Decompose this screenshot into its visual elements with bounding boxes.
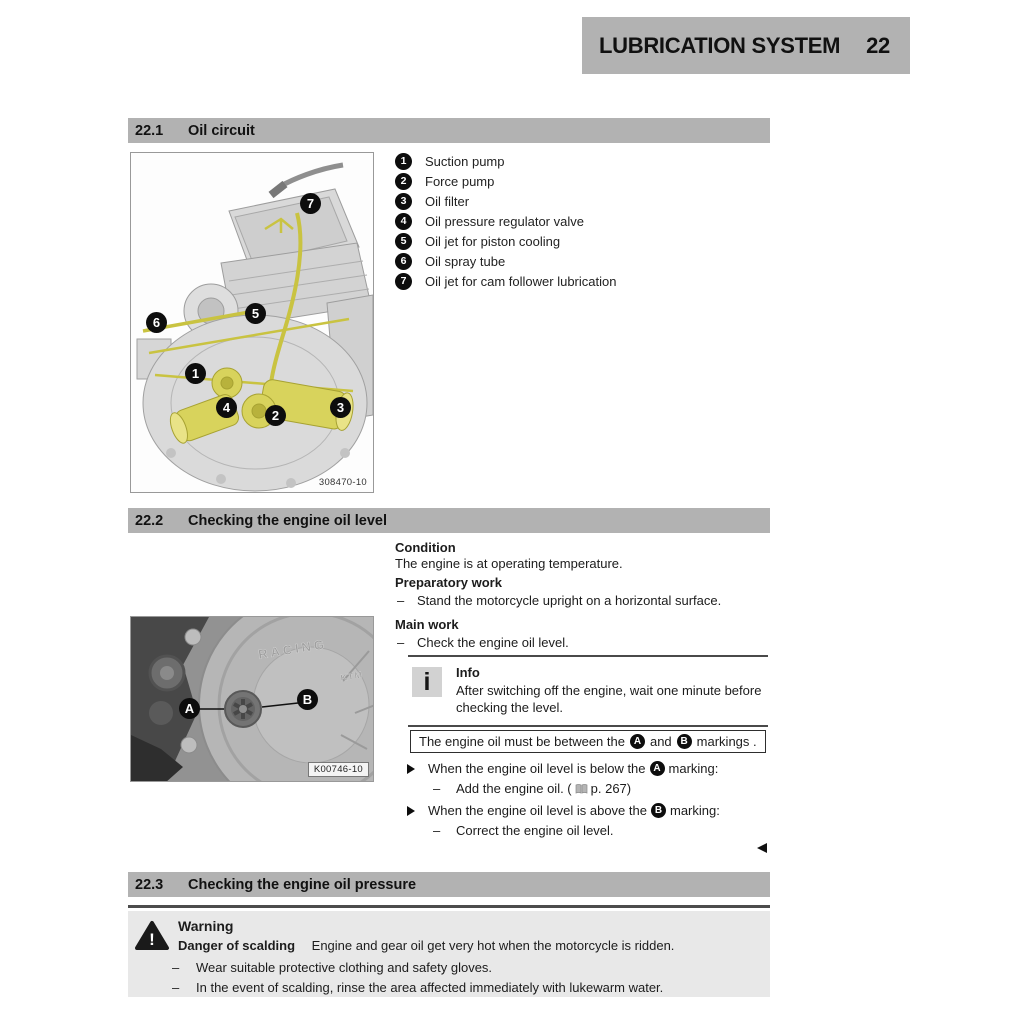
warning-triangle-icon [134,920,170,957]
preparatory-heading: Preparatory work [395,575,502,590]
legend-badge-1: 1 [395,153,412,170]
result-item-above: When the engine oil level is above the B marking: [395,802,770,819]
legend-badge-6: 6 [395,253,412,270]
warning-title: Warning [178,918,234,934]
preparatory-step: – Stand the motorcycle upright on a horizontal surface. [397,593,722,608]
chapter-header-bar [582,17,910,74]
oil-level-spec-box: The engine oil must be between the A and B markings . [410,730,766,753]
book-icon [575,784,588,794]
figure1-caption: 308470-10 [318,477,367,488]
legend-item: 1 Suction pump [395,151,616,171]
warning-step: – Wear suitable protective clothing and safety gloves. [172,960,493,975]
condition-heading: Condition [395,540,456,555]
legend-badge-5: 5 [395,233,412,250]
callout-6: 6 [146,312,167,333]
legend-item: 7 Oil jet for cam follower lubrication [395,271,616,291]
legend-badge-7: 7 [395,273,412,290]
info-title: Info [456,665,480,680]
figure-oil-level-photo [130,616,374,782]
figure-oil-circuit [130,152,374,493]
condition-text: The engine is at operating temperature. [395,556,623,571]
info-box [408,655,768,727]
section-number: 22.2 [135,512,164,529]
figure2-caption: K00746-10 [308,762,369,777]
callout-7: 7 [300,193,321,214]
legend-item: 3 Oil filter [395,191,616,211]
section-title: Oil circuit [188,122,255,139]
section-number: 22.3 [135,876,164,893]
section-bar-oil-pressure [128,872,770,897]
warning-box [128,911,770,997]
marker-b: B [297,689,318,710]
embossed-brand-sub-text: KTM [339,669,364,683]
marker-a: A [179,698,200,719]
legend-item: 4 Oil pressure regulator valve [395,211,616,231]
callout-3: 3 [330,397,351,418]
page-reference-link[interactable]: p. 267 [590,781,627,796]
engine-photo-graphic [131,617,374,782]
badge-a: A [630,734,645,749]
oil-circuit-legend [395,151,616,291]
section-number: 22.1 [135,122,164,139]
result-arrow-icon [407,806,415,816]
result-item-below: When the engine oil level is below the A marking: [395,760,770,777]
legend-badge-2: 2 [395,173,412,190]
section-bar-oil-circuit [128,118,770,143]
badge-b: B [677,734,692,749]
callout-5: 5 [245,303,266,324]
embossed-brand-text: RACING [257,636,328,662]
result-arrow-icon [407,764,415,774]
section-title: Checking the engine oil pressure [188,876,417,893]
legend-item: 2 Force pump [395,171,616,191]
result-action-correct-level: – Correct the engine oil level. [433,823,614,838]
info-icon: i [412,667,442,697]
badge-b: B [651,803,666,818]
legend-badge-3: 3 [395,193,412,210]
margin-marker-icon [757,843,767,853]
info-text: After switching off the engine, wait one minute before checking the level. [456,683,762,715]
callout-2: 2 [265,405,286,426]
result-list [395,760,770,839]
legend-item: 5 Oil jet for piston cooling [395,231,616,251]
warning-top-rule [128,905,770,908]
result-action-add-oil: – Add the engine oil. ( p. 267 ) [433,781,632,796]
procedure-text [395,540,770,651]
callout-1: 1 [185,363,206,384]
main-work-heading: Main work [395,617,459,632]
chapter-number: 22 [866,32,890,58]
warning-danger-line: Danger of scalding Engine and gear oil get very hot when the motorcycle is ridden. [178,938,675,953]
section-title: Checking the engine oil level [188,512,388,529]
section-bar-oil-level [128,508,770,533]
main-work-step: – Check the engine oil level. [397,635,569,650]
chapter-title: LUBRICATION SYSTEM [599,32,841,58]
legend-item: 6 Oil spray tube [395,251,616,271]
svg-text:!: ! [149,930,155,949]
legend-badge-4: 4 [395,213,412,230]
badge-a: A [650,761,665,776]
warning-step: – In the event of scalding, rinse the area affected immediately with lukewarm water. [172,980,664,995]
callout-4: 4 [216,397,237,418]
